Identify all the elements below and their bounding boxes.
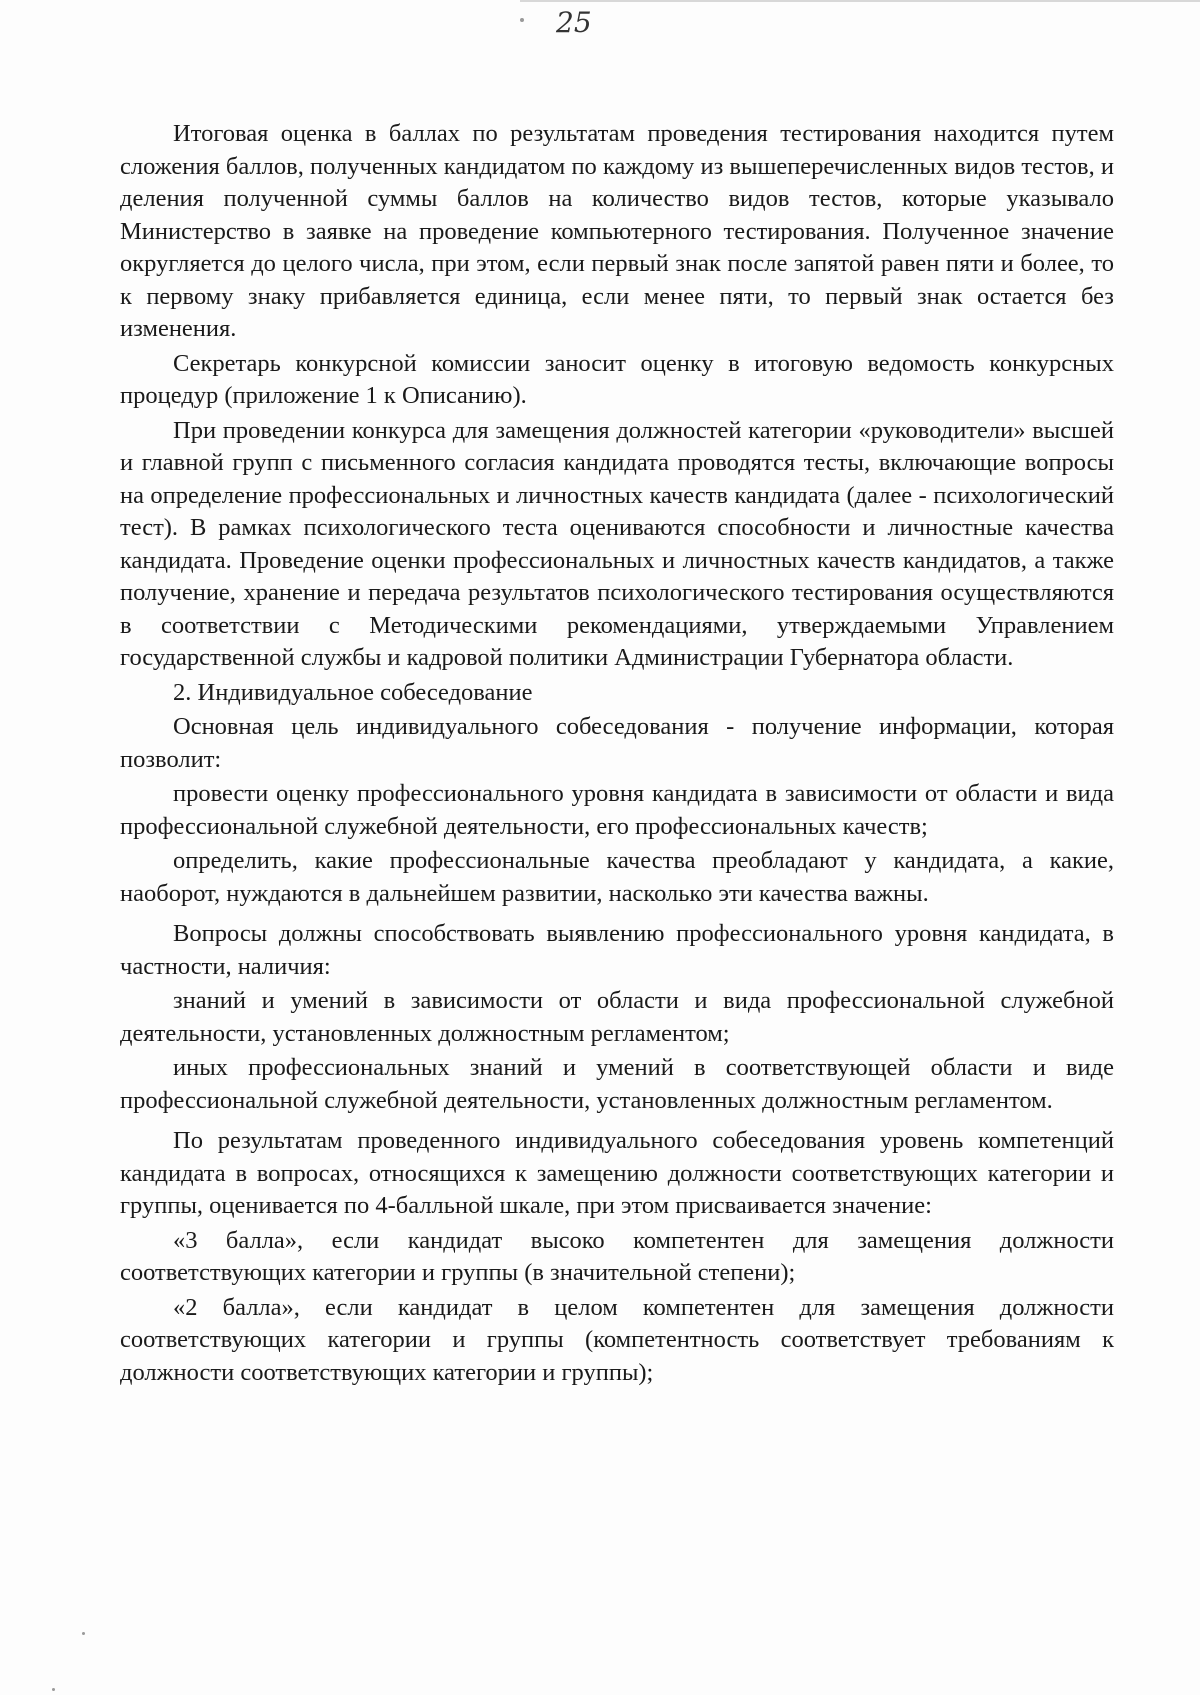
scan-speck	[82, 1632, 85, 1635]
scan-speck	[52, 1688, 55, 1691]
scan-edge	[520, 0, 1200, 2]
list-item-assess-level: провести оценку профессионального уровня кандидата в зависимости от области и вида профессиональной служебной деятельности, его профессиональных качеств;	[120, 780, 1114, 840]
list-item-other-knowledge: иных профессиональных знаний и умений в соответствующей области и виде профессиональной служебной деятельности, установленных должностным регламентом.	[120, 1054, 1114, 1114]
scan-speck	[520, 18, 524, 22]
paragraph-questions: Вопросы должны способствовать выявлению профессионального уровня кандидата, в частности, наличия:	[120, 920, 1114, 980]
paragraph-scoring: По результатам проведенного индивидуального собеседования уровень компетенций кандидата в вопросах, относящихся к замещению должности соответствующих категории и группы, оценивается по 4-балльной шкале, при этом присваивается значение:	[120, 1127, 1114, 1219]
section-heading-interview: 2. Индивидуальное собеседование	[173, 678, 533, 706]
list-item-knowledge: знаний и умений в зависимости от области и вида профессиональной служебной деятельности, установленных должностным регламентом;	[120, 987, 1114, 1047]
list-item-3-points: «3 балла», если кандидат высоко компетентен для замещения должности соответствующих категории и группы (в значительной степени);	[120, 1226, 1114, 1286]
paragraph-psychological-test: При проведении конкурса для замещения должностей категории «руководители» высшей и главной групп с письменного согласия кандидата проводятся тесты, включающие вопросы на определение профессиональных и личностных качеств кандидата (далее - психологический тест). В рамках психологического теста оцениваются способности и личностные качества кандидата. Проведение оценки профессиональных и личностных качеств кандидатов, а также получение, хранение и передача результатов психологического тестирования осуществляются в соответствии с Методическими рекомендациями, утверждаемыми Управлением государственной службы и кадровой политики Администрации Губернатора области.	[120, 416, 1114, 671]
list-item-determine-qualities: определить, какие профессиональные качества преобладают у кандидата, а какие, наоборот, нуждаются в дальнейшем развитии, насколько эти качества важны.	[120, 847, 1114, 907]
page-number: 25	[556, 6, 592, 39]
list-item-2-points: «2 балла», если кандидат в целом компетентен для замещения должности соответствующих категории и группы (компетентность соответствует требованиям к должности соответствующих категории и группы);	[120, 1293, 1114, 1386]
document-body	[120, 118, 1114, 1389]
paragraph-secretary: Секретарь конкурсной комиссии заносит оценку в итоговую ведомость конкурсных процедур (приложение 1 к Описанию).	[120, 349, 1114, 409]
paragraph-interview-goal: Основная цель индивидуального собеседования - получение информации, которая позволит:	[120, 713, 1114, 773]
paragraph-final-score: Итоговая оценка в баллах по результатам проведения тестирования находится путем сложения баллов, полученных кандидатом по каждому из вышеперечисленных видов тестов, и деления полученной суммы баллов на количество видов тестов, которые указывало Министерство в заявке на проведение компьютерного тестирования. Полученное значение округляется до целого числа, при этом, если первый знак после запятой равен пяти и более, то к первому знаку прибавляется единица, если менее пяти, то первый знак остается без изменения.	[120, 120, 1114, 342]
